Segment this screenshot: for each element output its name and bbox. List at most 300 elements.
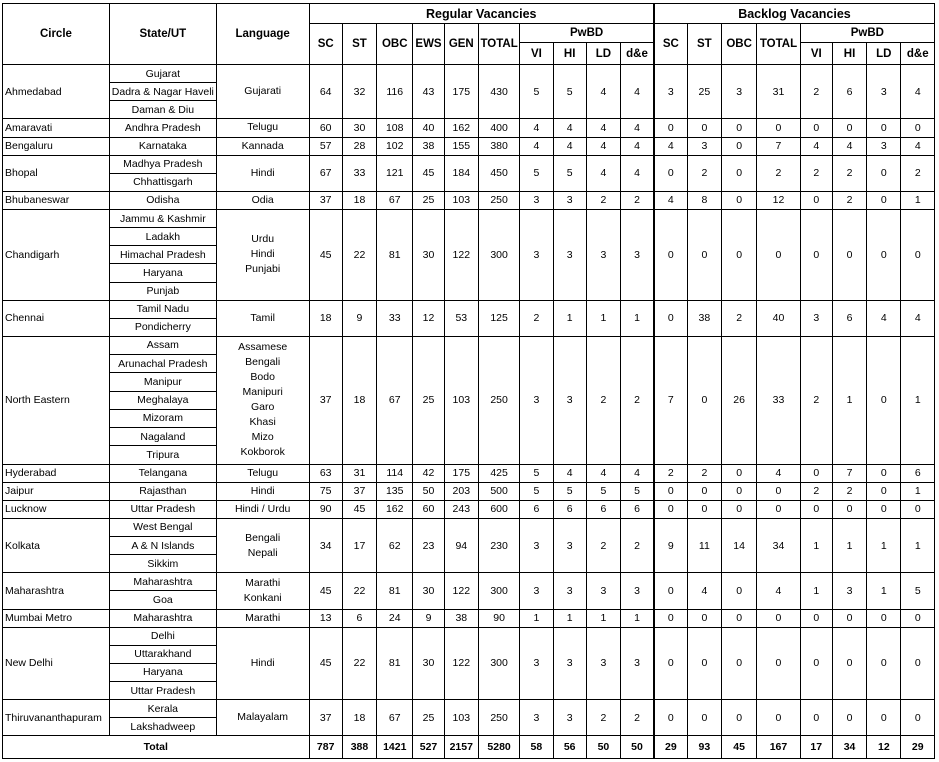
language-name: Bengali [245,356,281,369]
table-row [3,191,935,209]
backlog-value: 4 [654,137,687,155]
backlog-value: 0 [687,336,721,464]
backlog-pwbd-value: 0 [800,627,832,700]
backlog-value: 11 [687,518,721,572]
backlog-value: 0 [654,609,687,627]
backlog-value: 0 [722,700,757,736]
regular-pwbd-value: 5 [621,482,654,500]
backlog-value: 9 [654,518,687,572]
backlog-value: 2 [687,464,721,482]
backlog-value: 0 [757,210,800,301]
state-name: Karnataka [109,137,216,155]
regular-pwbd-value: 5 [553,482,586,500]
language-name: Kokborok [240,446,285,459]
regular-pwbd-value: 4 [586,155,620,191]
table-row [3,627,935,645]
header-back-hi: HI [832,43,866,65]
regular-pwbd-value: 4 [553,464,586,482]
total-backlog-value: 93 [687,736,721,759]
backlog-value: 0 [687,609,721,627]
regular-value: 250 [478,336,519,464]
backlog-value: 0 [687,210,721,301]
backlog-value: 0 [722,191,757,209]
backlog-pwbd-value: 1 [901,191,935,209]
state-name: Jammu & Kashmir [109,210,216,228]
regular-value: 75 [309,482,342,500]
language-cell [216,609,309,627]
circle-name: Hyderabad [3,464,110,482]
regular-value: 43 [413,65,444,119]
state-name: Telangana [109,464,216,482]
state-name: Daman & Diu [109,101,216,119]
backlog-pwbd-value: 4 [901,65,935,119]
language-name: Gujarati [244,85,282,98]
regular-pwbd-value: 3 [520,191,553,209]
state-name: Haryana [109,264,216,282]
language-name: Punjabi [245,263,281,276]
language-name: Hindi / Urdu [234,502,291,515]
backlog-value: 40 [757,300,800,336]
regular-pwbd-value: 3 [553,210,586,301]
language-cell [216,155,309,191]
backlog-value: 0 [654,573,687,609]
backlog-pwbd-value: 0 [901,700,935,736]
backlog-value: 0 [722,573,757,609]
backlog-value: 0 [654,500,687,518]
backlog-pwbd-value: 1 [832,518,866,572]
backlog-value: 0 [722,464,757,482]
regular-value: 22 [342,627,376,700]
backlog-pwbd-value: 0 [832,210,866,301]
state-name: Dadra & Nagar Haveli [109,83,216,101]
backlog-pwbd-value: 2 [832,155,866,191]
backlog-pwbd-value: 0 [867,500,901,518]
backlog-value: 0 [722,155,757,191]
backlog-value: 0 [687,482,721,500]
regular-value: 230 [478,518,519,572]
backlog-pwbd-value: 0 [867,482,901,500]
backlog-pwbd-value: 6 [901,464,935,482]
total-backlog-pwbd-value: 12 [867,736,901,759]
backlog-value: 0 [654,700,687,736]
backlog-pwbd-value: 3 [867,137,901,155]
total-row [3,736,935,759]
language-name: Bodo [250,371,275,384]
header-reg-de: d&e [621,43,654,65]
regular-value: 250 [478,191,519,209]
backlog-value: 0 [687,700,721,736]
backlog-pwbd-value: 0 [800,700,832,736]
circle-name: Chandigarh [3,210,110,301]
header-reg-total: TOTAL [478,24,519,65]
regular-pwbd-value: 3 [621,627,654,700]
header-reg-vi: VI [520,43,553,65]
regular-value: 175 [444,65,478,119]
state-name: Andhra Pradesh [109,119,216,137]
backlog-value: 0 [722,627,757,700]
regular-pwbd-value: 4 [520,119,553,137]
regular-value: 31 [342,464,376,482]
total-backlog-pwbd-value: 17 [800,736,832,759]
regular-pwbd-value: 4 [520,137,553,155]
regular-value: 125 [478,300,519,336]
regular-pwbd-value: 4 [621,464,654,482]
state-name: Kerala [109,700,216,718]
backlog-pwbd-value: 4 [832,137,866,155]
backlog-pwbd-value: 0 [800,119,832,137]
regular-value: 22 [342,210,376,301]
backlog-value: 2 [722,300,757,336]
backlog-value: 4 [654,191,687,209]
backlog-pwbd-value: 0 [800,191,832,209]
language-name: Kannada [241,139,284,152]
backlog-pwbd-value: 0 [901,210,935,301]
regular-value: 203 [444,482,478,500]
regular-value: 108 [377,119,413,137]
circle-name: Thiruvananthapuram [3,700,110,736]
regular-pwbd-value: 3 [586,573,620,609]
state-name: Lakshadweep [109,718,216,736]
state-name: Pondicherry [109,318,216,336]
backlog-pwbd-value: 1 [832,336,866,464]
regular-value: 162 [444,119,478,137]
regular-value: 30 [413,627,444,700]
header-back-vi: VI [800,43,832,65]
backlog-pwbd-value: 2 [832,482,866,500]
state-name: Mizoram [109,409,216,427]
backlog-value: 0 [722,482,757,500]
backlog-pwbd-value: 0 [800,500,832,518]
regular-value: 425 [478,464,519,482]
regular-value: 103 [444,700,478,736]
total-regular-value: 527 [413,736,444,759]
regular-pwbd-value: 4 [621,155,654,191]
regular-value: 32 [342,65,376,119]
table-row [3,300,935,318]
backlog-pwbd-value: 1 [901,482,935,500]
language-name: Malayalam [237,711,289,724]
language-cell [216,464,309,482]
regular-value: 90 [309,500,342,518]
state-name: Gujarat [109,65,216,83]
backlog-value: 8 [687,191,721,209]
table-row [3,210,935,228]
table-row [3,464,935,482]
state-name: Odisha [109,191,216,209]
regular-value: 380 [478,137,519,155]
total-regular-value: 5280 [478,736,519,759]
language-name: Telugu [247,466,279,479]
total-backlog-pwbd-value: 29 [901,736,935,759]
language-name: Hindi [250,656,275,669]
regular-value: 22 [342,573,376,609]
table-body [3,65,935,759]
backlog-pwbd-value: 6 [832,300,866,336]
backlog-value: 12 [757,191,800,209]
regular-value: 60 [413,500,444,518]
regular-pwbd-value: 2 [621,336,654,464]
backlog-pwbd-value: 4 [901,300,935,336]
regular-pwbd-value: 4 [586,464,620,482]
regular-value: 24 [377,609,413,627]
backlog-value: 0 [687,119,721,137]
header-back-de: d&e [901,43,935,65]
regular-pwbd-value: 2 [586,518,620,572]
backlog-value: 0 [722,609,757,627]
circle-name: North Eastern [3,336,110,464]
regular-value: 103 [444,336,478,464]
language-cell [216,65,309,119]
header-reg-hi: HI [553,43,586,65]
backlog-pwbd-value: 0 [867,700,901,736]
language-cell [216,518,309,572]
regular-value: 45 [309,627,342,700]
state-name: Assam [109,336,216,354]
regular-pwbd-value: 3 [520,518,553,572]
table-row [3,155,935,173]
regular-pwbd-value: 6 [520,500,553,518]
regular-pwbd-value: 4 [621,137,654,155]
regular-value: 18 [342,700,376,736]
backlog-value: 0 [757,500,800,518]
language-name: Assamese [238,341,288,354]
regular-pwbd-value: 2 [621,700,654,736]
backlog-value: 0 [722,137,757,155]
language-cell [216,500,309,518]
backlog-value: 25 [687,65,721,119]
backlog-value: 2 [654,464,687,482]
regular-value: 40 [413,119,444,137]
regular-pwbd-value: 5 [586,482,620,500]
state-name: A & N Islands [109,537,216,555]
state-name: Himachal Pradesh [109,246,216,264]
state-name: Nagaland [109,428,216,446]
backlog-pwbd-value: 0 [901,627,935,700]
backlog-pwbd-value: 0 [867,609,901,627]
backlog-value: 2 [757,155,800,191]
backlog-pwbd-value: 0 [800,609,832,627]
backlog-pwbd-value: 1 [901,518,935,572]
state-name: Manipur [109,373,216,391]
state-name: Arunachal Pradesh [109,355,216,373]
backlog-value: 14 [722,518,757,572]
regular-value: 18 [309,300,342,336]
regular-pwbd-value: 5 [520,65,553,119]
state-name: Sikkim [109,555,216,573]
regular-pwbd-value: 3 [621,210,654,301]
language-name: Hindi [250,166,275,179]
backlog-value: 33 [757,336,800,464]
regular-value: 184 [444,155,478,191]
regular-value: 23 [413,518,444,572]
regular-value: 67 [377,700,413,736]
backlog-value: 3 [654,65,687,119]
backlog-value: 34 [757,518,800,572]
header-regular-vacancies: Regular Vacancies [309,4,654,24]
regular-value: 81 [377,210,413,301]
circle-name: Chennai [3,300,110,336]
backlog-pwbd-value: 1 [800,518,832,572]
backlog-value: 0 [654,482,687,500]
backlog-pwbd-value: 0 [800,210,832,301]
regular-value: 12 [413,300,444,336]
backlog-value: 0 [722,119,757,137]
language-cell [216,300,309,336]
regular-value: 37 [342,482,376,500]
backlog-value: 4 [757,464,800,482]
language-name: Urdu [251,233,275,246]
header-reg-gen: GEN [444,24,478,65]
backlog-pwbd-value: 4 [800,137,832,155]
state-name: Rajasthan [109,482,216,500]
state-name: Goa [109,591,216,609]
header-back-total: TOTAL [757,24,800,65]
regular-pwbd-value: 3 [520,336,553,464]
regular-pwbd-value: 1 [553,609,586,627]
regular-value: 81 [377,573,413,609]
language-cell [216,336,309,464]
regular-value: 18 [342,336,376,464]
total-regular-pwbd-value: 58 [520,736,553,759]
backlog-pwbd-value: 6 [832,65,866,119]
backlog-pwbd-value: 3 [832,573,866,609]
state-name: Ladakh [109,228,216,246]
language-name: Hindi [250,484,275,497]
table-row [3,500,935,518]
regular-pwbd-value: 3 [621,573,654,609]
total-regular-pwbd-value: 50 [621,736,654,759]
backlog-value: 3 [722,65,757,119]
language-name: Bengali [245,531,281,544]
table-row [3,482,935,500]
regular-value: 64 [309,65,342,119]
regular-pwbd-value: 3 [553,518,586,572]
backlog-pwbd-value: 0 [832,609,866,627]
regular-pwbd-value: 3 [520,700,553,736]
regular-value: 62 [377,518,413,572]
backlog-value: 0 [722,210,757,301]
regular-value: 430 [478,65,519,119]
circle-name: Lucknow [3,500,110,518]
backlog-pwbd-value: 3 [867,65,901,119]
backlog-value: 0 [757,627,800,700]
header-reg-ld: LD [586,43,620,65]
backlog-value: 4 [757,573,800,609]
regular-value: 67 [377,336,413,464]
regular-value: 300 [478,573,519,609]
regular-value: 102 [377,137,413,155]
regular-value: 81 [377,627,413,700]
backlog-pwbd-value: 0 [800,464,832,482]
total-regular-value: 388 [342,736,376,759]
regular-value: 45 [413,155,444,191]
regular-pwbd-value: 3 [553,627,586,700]
regular-pwbd-value: 2 [621,518,654,572]
regular-pwbd-value: 4 [553,137,586,155]
regular-pwbd-value: 1 [520,609,553,627]
backlog-pwbd-value: 0 [867,464,901,482]
regular-value: 116 [377,65,413,119]
regular-value: 600 [478,500,519,518]
regular-value: 6 [342,609,376,627]
backlog-pwbd-value: 1 [867,573,901,609]
total-backlog-value: 45 [722,736,757,759]
backlog-pwbd-value: 0 [832,500,866,518]
state-name: Chhattisgarh [109,173,216,191]
regular-pwbd-value: 4 [553,119,586,137]
circle-name: Ahmedabad [3,65,110,119]
circle-name: Bhubaneswar [3,191,110,209]
regular-value: 45 [309,573,342,609]
regular-value: 28 [342,137,376,155]
regular-value: 37 [309,700,342,736]
table-row [3,137,935,155]
header-back-st: ST [687,24,721,65]
regular-value: 300 [478,210,519,301]
regular-value: 33 [342,155,376,191]
regular-pwbd-value: 5 [520,155,553,191]
regular-pwbd-value: 3 [553,336,586,464]
backlog-pwbd-value: 2 [800,482,832,500]
backlog-pwbd-value: 0 [867,627,901,700]
header-back-obc: OBC [722,24,757,65]
backlog-pwbd-value: 0 [901,609,935,627]
regular-pwbd-value: 2 [621,191,654,209]
table-row [3,119,935,137]
total-backlog-value: 29 [654,736,687,759]
regular-pwbd-value: 2 [586,336,620,464]
regular-pwbd-value: 1 [586,609,620,627]
regular-pwbd-value: 5 [553,65,586,119]
regular-pwbd-value: 6 [586,500,620,518]
regular-value: 30 [342,119,376,137]
header-back-pwbd: PwBD [800,24,934,43]
regular-value: 34 [309,518,342,572]
backlog-pwbd-value: 4 [901,137,935,155]
regular-value: 300 [478,627,519,700]
backlog-pwbd-value: 2 [800,65,832,119]
header-reg-sc: SC [309,24,342,65]
regular-value: 67 [377,191,413,209]
backlog-value: 0 [687,500,721,518]
backlog-pwbd-value: 2 [832,191,866,209]
table-row [3,573,935,591]
regular-value: 38 [444,609,478,627]
regular-value: 45 [309,210,342,301]
header-reg-pwbd: PwBD [520,24,654,43]
regular-pwbd-value: 3 [520,627,553,700]
state-name: Punjab [109,282,216,300]
header-state: State/UT [109,4,216,65]
regular-value: 53 [444,300,478,336]
backlog-pwbd-value: 0 [867,336,901,464]
backlog-pwbd-value: 1 [867,518,901,572]
backlog-pwbd-value: 2 [901,155,935,191]
regular-value: 18 [342,191,376,209]
regular-value: 243 [444,500,478,518]
state-name: Maharashtra [109,609,216,627]
regular-value: 30 [413,210,444,301]
regular-pwbd-value: 5 [520,464,553,482]
backlog-value: 7 [654,336,687,464]
table-row [3,518,935,536]
regular-value: 122 [444,573,478,609]
regular-value: 57 [309,137,342,155]
language-cell [216,700,309,736]
language-cell [216,210,309,301]
state-name: Uttarakhand [109,645,216,663]
circle-name: Bengaluru [3,137,110,155]
